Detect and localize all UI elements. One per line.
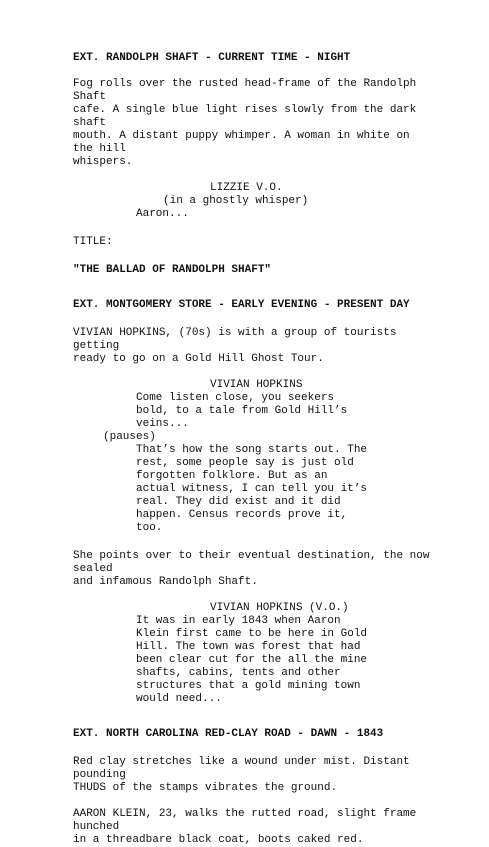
script-page	[73, 52, 433, 847]
scene-heading: EXT. NORTH CAROLINA RED-CLAY ROAD - DAWN - 1843	[73, 728, 384, 740]
title-label: TITLE:	[73, 236, 113, 248]
scene-heading: EXT. MONTGOMERY STORE - EARLY EVENING - PRESENT DAY	[73, 299, 410, 311]
dialogue-line: Aaron...	[136, 208, 189, 220]
dialogue-line: That’s how the song starts out. The rest, some people say is just old forgotten folklore. But as an actual witness, I can tell you it’s real. They did exist and it did happen. Census records prove it, too.	[136, 444, 368, 534]
action-paragraph: AARON KLEIN, 23, walks the rutted road, slight frame hunched in a threadbare black coat, boots caked red.	[73, 808, 417, 846]
action-paragraph: Fog rolls over the rusted head-frame of the Randolph Shaft cafe. A single blue light rises slowly from the dark shaft mouth. A distant puppy whimper. A woman in white on the hill whispers.	[73, 78, 417, 168]
character-name: VIVIAN HOPKINS (V.O.)	[210, 602, 349, 614]
parenthetical: (in a ghostly whisper)	[163, 195, 309, 207]
parenthetical: (pauses)	[103, 431, 156, 443]
action-paragraph: Red clay stretches like a wound under mist. Distant pounding THUDS of the stamps vibrates the ground.	[73, 756, 410, 794]
dialogue-line: It was in early 1843 when Aaron Klein first came to be here in Gold Hill. The town was forest that had been clear cut for the all the mine shafts, cabins, tents and other structures that a gold mining town would need...	[136, 615, 368, 705]
character-name: LIZZIE V.O.	[210, 182, 283, 194]
action-paragraph: VIVIAN HOPKINS, (70s) is with a group of tourists getting ready to go on a Gold Hill Ghost Tour.	[73, 327, 397, 365]
action-paragraph: She points over to their eventual destination, the now sealed and infamous Randolph Shaft.	[73, 550, 430, 588]
dialogue-line: Come listen close, you seekers bold, to a tale from Gold Hill’s veins...	[136, 392, 348, 430]
character-name: VIVIAN HOPKINS	[210, 379, 303, 391]
scene-heading: EXT. RANDOLPH SHAFT - CURRENT TIME - NIGHT	[73, 52, 351, 64]
title-text: "THE BALLAD OF RANDOLPH SHAFT"	[73, 264, 272, 276]
